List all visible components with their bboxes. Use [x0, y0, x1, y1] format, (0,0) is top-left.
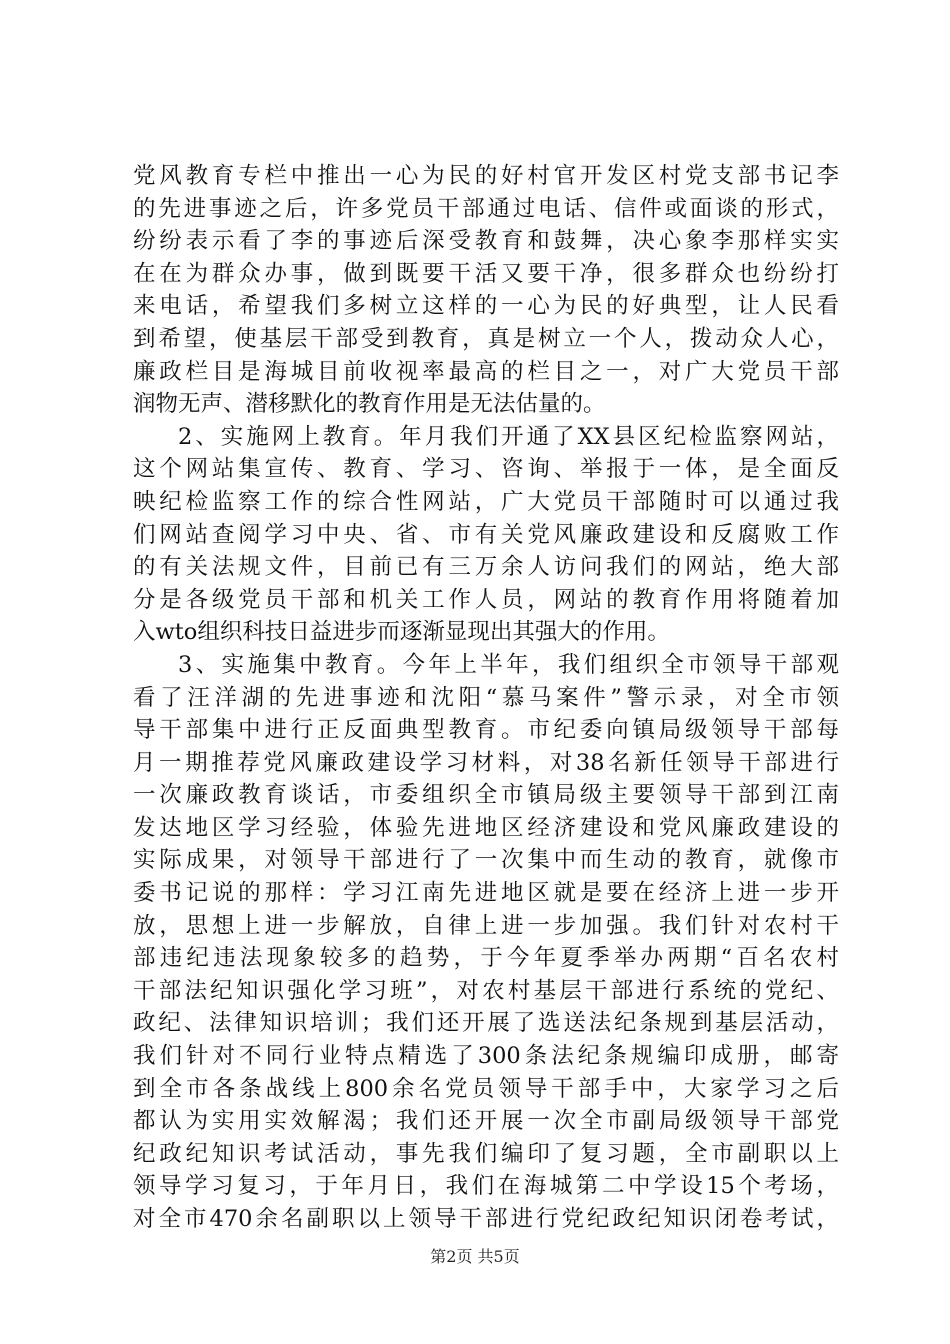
text-line: 们网站查阅学习中央、省、市有关党风廉政建设和反腐败工作: [133, 521, 839, 548]
text-line: 月一期推荐党风廉政建设学习材料，对38名新任领导干部进行: [133, 749, 839, 776]
text-line: 导干部集中进行正反面典型教育。市纪委向镇局级领导干部每: [133, 717, 839, 744]
text-line: 纪政纪知识考试活动，事先我们编印了复习题，全市副职以上: [133, 1140, 839, 1167]
text-line: 实际成果，对领导干部进行了一次集中而生动的教育，就像市: [133, 847, 839, 874]
text-line: 到希望，使基层干部受到教育，真是树立一个人，拨动众人心，: [133, 325, 839, 352]
text-line: 领导学习复习，于年月日，我们在海城第二中学设15个考场，: [133, 1173, 839, 1200]
text-line: 2、实施网上教育。年月我们开通了XX县区纪检监察网站，: [178, 423, 839, 450]
text-line: 映纪检监察工作的综合性网站，广大党员干部随时可以通过我: [133, 488, 839, 515]
text-line: 在在为群众办事，做到既要干活又要干净，很多群众也纷纷打: [133, 260, 839, 287]
text-line: 的有关法规文件，目前已有三万余人访问我们的网站，绝大部: [133, 554, 839, 581]
text-line: 委书记说的那样：学习江南先进地区就是要在经济上进一步开: [133, 880, 839, 907]
text-line: 到全市各条战线上800余名党员领导干部手中，大家学习之后: [133, 1075, 839, 1102]
text-line: 看了汪洋湖的先进事迹和沈阳“慕马案件”警示录，对全市领: [133, 684, 839, 711]
text-line: 廉政栏目是海城目前收视率最高的栏目之一，对广大党员干部: [133, 358, 839, 385]
text-line: 发达地区学习经验，体验先进地区经济建设和党风廉政建设的: [133, 814, 839, 841]
text-line: 来电话，希望我们多树立这样的一心为民的好典型，让人民看: [133, 293, 839, 320]
text-line: 一次廉政教育谈话，市委组织全市镇局级主要领导干部到江南: [133, 782, 839, 809]
text-line: 干部法纪知识强化学习班”，对农村基层干部进行系统的党纪、: [133, 977, 839, 1004]
text-line: 我们针对不同行业特点精选了300条法纪条规编印成册，邮寄: [133, 1043, 839, 1070]
text-line: 政纪、法律知识培训；我们还开展了选送法纪条规到基层活动，: [133, 1010, 839, 1037]
text-line: 对全市470余名副职以上领导干部进行党纪政纪知识闭卷考试，: [133, 1206, 839, 1232]
text-line: 分是各级党员干部和机关工作人员，网站的教育作用将随着加: [133, 586, 839, 613]
text-line: 的先进事迹之后，许多党员干部通过电话、信件或面谈的形式，: [133, 195, 839, 222]
text-line: 都认为实用实效解渴；我们还开展一次全市副局级领导干部党: [133, 1108, 839, 1135]
text-line: 润物无声、潜移默化的教育作用是无法估量的。: [133, 391, 606, 418]
text-line: 3、实施集中教育。今年上半年，我们组织全市领导干部观: [178, 651, 839, 678]
text-line: 党风教育专栏中推出一心为民的好村官开发区村党支部书记李: [133, 163, 839, 189]
text-line: 部违纪违法现象较多的趋势，于今年夏季举办两期“百名农村: [133, 945, 839, 972]
text-line: 这个网站集宣传、教育、学习、咨询、举报于一体，是全面反: [133, 456, 839, 483]
text-line: 入wto组织科技日益进步而逐渐显现出其强大的作用。: [133, 619, 670, 646]
text-line: 放，思想上进一步解放，自律上进一步加强。我们针对农村干: [133, 912, 839, 939]
text-line: 纷纷表示看了李的事迹后深受教育和鼓舞，决心象李那样实实: [133, 228, 839, 255]
page-footer: 第2页 共5页: [430, 1247, 520, 1266]
document-body: [133, 160, 839, 1236]
